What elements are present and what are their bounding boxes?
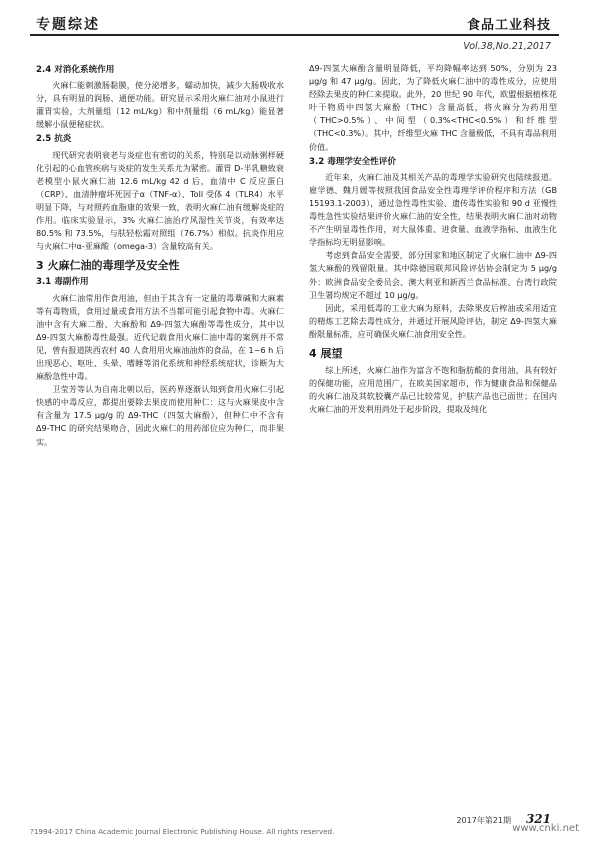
section-3-1-text-2: 卫莹芳等认为自南北朝以后，医药界逐渐认知到食用火麻仁引起快感的中毒反应，都提出要除去果皮而使用种仁：这与火麻果皮中含有含量为 17.5 μg/g 的 Δ9-THC（四氢大麻酚），但种仁中不含有 Δ9-THC 的研究结果吻合，因此火麻仁的用药部位应为种仁，而非果实。: [36, 384, 284, 447]
section-3-1-heading: 3.1 毒副作用: [36, 277, 89, 288]
section-3-2-text-2: 考虑到食品安全需要，部分国家和地区制定了火麻仁油中 Δ9-四氢大麻酚的残留限量。其中除德国联邦风险评估协会制定为 5 μg/g 外：欧洲食品安全委员会、澳大利亚和新西兰食品标准、台湾行政院卫生署均规定不超过 10 μg/g。: [309, 250, 557, 300]
page-number: 321: [525, 812, 551, 826]
section-2-4-heading: 2.4 对消化系统作用: [36, 65, 115, 75]
section-label: 专题综述: [36, 17, 100, 33]
section-2-5-text: 现代研究表明衰老与炎症也有密切的关系，特别是以动脉粥样硬化引起的心血管疾病与炎症的发生关系尤为紧密。灌胃 D-半乳糖致衰老模型小鼠火麻仁油 12.6 mL/kg 42 d 后，血清中 C 反应蛋白（CRP）、血清肿瘤坏死因子α（TNF-α）、Toll 受体 4（TLR4）水平明显下降，与对照药血脂康的效果一致，表明火麻仁油有缓解炎症的作用。临床实验显示，3% 火麻仁油治疗风湿性关节炎，有效率达 80.5% 和 73.5%，与肤轻松霜对照组（76.7%）相似。抗炎作用应与火麻仁中α-亚麻酸（omega-3）含量较高有关。: [36, 149, 284, 252]
section-4-text: 综上所述，火麻仁油作为富含不饱和脂肪酸的食用油，具有较好的保健功能，应用范围广，在欧美国家超市，作为健康食品和保健品的火麻仁油及其软胶囊产品已比较常见，护肤产品也已面世；在国内火麻仁油的开发利用尚处于起步阶段，提取及纯化: [309, 365, 557, 415]
left-column: [36, 62, 284, 449]
page-header: [0, 0, 595, 52]
continued-text: Δ9-四氢大麻酚含量明显降低，平均降幅率达到 50%，分别为 23 μg/g 和 47 μg/g。因此，为了降低火麻仁油中的毒性成分，应使用经除去果皮的种仁来提取。此外，20 世纪 90 年代，欧盟根据植株花叶干物质中四氢大麻酚（THC）含量高低，将火麻分为药用型（THC>0.5%）、中间型（0.3%<THC<0.5%）和纤维型（THC<0.3%）。其中，纤维型火麻 THC 含量极低，不具有毒品利用价值。: [309, 63, 557, 152]
section-3-heading: 3 火麻仁油的毒理学及安全性: [36, 259, 180, 273]
watermark-text: www.cnki.net: [512, 823, 579, 834]
right-column: [309, 62, 557, 416]
header-rule: [30, 34, 559, 36]
section-2-5-heading: 2.5 抗炎: [36, 134, 72, 145]
section-3-2-text-3: 因此，采用低毒的工业大麻为原料，去除果皮后榨油或采用适宜的精炼工艺除去毒性成分，并通过开展风险评估，制定 Δ9-四氢大麻酚限量标准，应可确保火麻仁油食用安全性。: [309, 302, 557, 339]
copyright-notice: ?1994-2017 China Academic Journal Electronic Publishing House. All rights reserved.: [30, 827, 335, 836]
section-3-2-text: 近年来，火麻仁油及其相关产品的毒理学实验研究也陆续报道。雇学德、魏月媛等按照我国食品安全性毒理学评价程序和方法（GB 15193.1-2003），通过急性毒性实验、遗传毒性实验和 90 d 亚慢性毒性急性实验结果评价火麻仁油的安全性，结果表明火麻仁油对动物不产生明显毒性作用，对大鼠体重、进食量、血液学指标、血液生化学指标均无明显影响。: [309, 171, 557, 248]
section-2-4-text: 火麻仁能刺激肠黏膜，使分泌增多，蠕动加快，减少大肠吸收水分，具有明显的润肠、通便功能。研究显示采用火麻仁油对小鼠进行灌胃实验，大剂量组（12 mL/kg）和中剂量组（6 mL/kg）能显著缓解小鼠便秘症状。: [36, 80, 284, 130]
section-3-1-text: 火麻仁油常用作食用油，但由于其含有一定量的毒蕈碱和大麻素等有毒物质，食用过量或食用方法不当都可能引起食物中毒。火麻仁油中含有大麻二酚、大麻酚和 Δ9-四氢大麻酚等毒性成分，其中以 Δ9-四氢大麻酚毒性最强。近代记载食用火麻仁油中毒的案例并不常见，曾有报道陕西农村 40 人食用用火麻油油炸的食品，在 1~6 h 后出现恶心、呕吐、头晕、嗜睡等消化系统和神经系统症状，诊断为大麻酚急性中毒。: [36, 292, 284, 382]
issue-label: 2017年第21期: [456, 816, 511, 825]
journal-title: 食品工业科技: [466, 18, 551, 33]
section-4-heading: 4 展望: [309, 346, 343, 360]
volume-info: Vol.38,No.21,2017: [463, 41, 551, 52]
section-3-2-heading: 3.2 毒理学安全性评价: [309, 156, 396, 167]
